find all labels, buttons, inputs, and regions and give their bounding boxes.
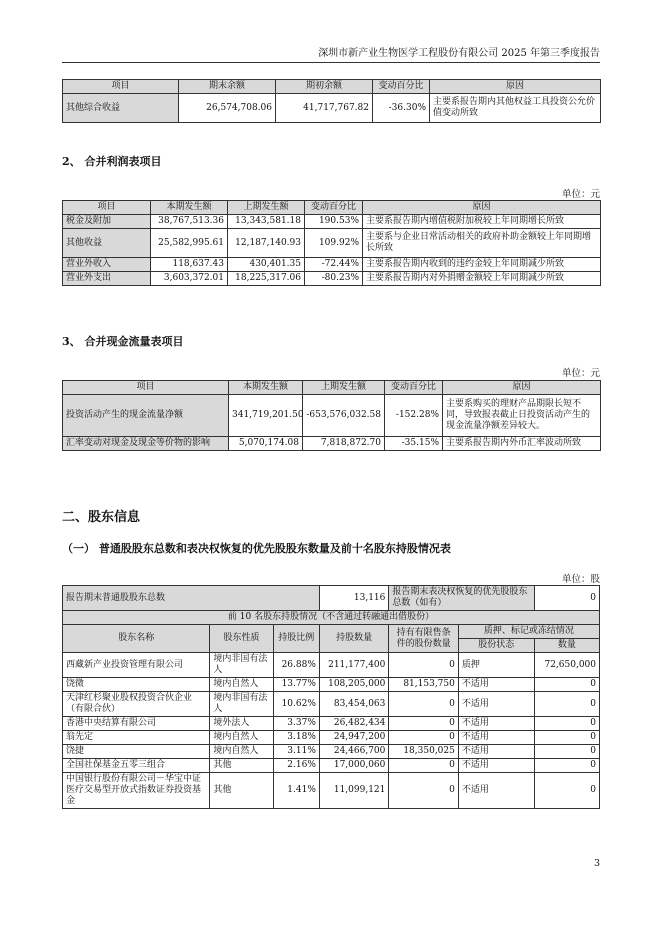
preferred-holders-label: 报告期末表决权恢复的优先股股东总数（如有） <box>389 586 534 611</box>
table-row <box>63 215 601 229</box>
row-value-prior: 13,343,581.18 <box>228 215 305 229</box>
holder-status: 不适用 <box>458 759 534 773</box>
table-header-row <box>63 201 601 215</box>
preferred-holders-value: 0 <box>534 586 599 611</box>
holder-count: 0 <box>534 773 599 809</box>
balance-sheet-table <box>62 79 601 123</box>
row-value-current: 25,582,995.61 <box>151 229 228 258</box>
holder-type: 其他 <box>210 773 273 809</box>
holder-count: 0 <box>534 678 599 692</box>
row-change-pct: 190.53% <box>305 215 363 229</box>
holder-qty: 83,454,063 <box>319 692 388 717</box>
row-item: 营业外收入 <box>63 258 151 272</box>
holder-qty: 211,177,400 <box>319 653 388 678</box>
row-change-pct: 109.92% <box>305 229 363 258</box>
col-header: 项目 <box>63 201 151 215</box>
holder-limited: 18,350,025 <box>389 745 458 759</box>
col-header-limited: 持有有限售条件的股份数量 <box>389 625 458 653</box>
table-row <box>63 731 600 745</box>
holder-status: 不适用 <box>458 745 534 759</box>
col-header: 期初余额 <box>276 80 373 94</box>
holder-qty: 24,947,200 <box>319 731 388 745</box>
col-header: 变动百分比 <box>305 201 363 215</box>
unit-label: 单位：元 <box>561 368 600 379</box>
holder-ratio: 13.77% <box>273 678 319 692</box>
row-change-pct: -152.28% <box>385 395 443 437</box>
row-value-current: 3,603,372.01 <box>151 272 228 286</box>
holder-status: 不适用 <box>458 678 534 692</box>
section-shareholder-title: 二、股东信息 <box>62 510 141 525</box>
holder-name: 西藏新产业投资管理有限公司 <box>63 653 210 678</box>
top10-caption: 前 10 名股东持股情况（不含通过转融通出借股份） <box>63 611 600 625</box>
row-value-current: 38,767,513.36 <box>151 215 228 229</box>
holder-ratio: 2.16% <box>273 759 319 773</box>
col-header-ratio: 持股比例 <box>273 625 319 653</box>
col-header: 变动百分比 <box>373 80 430 94</box>
shareholder-table <box>62 585 600 809</box>
col-header: 原因 <box>430 80 601 94</box>
row-reason: 主要系购买的理财产品期限长短不同，导致报表截止日投资活动产生的现金流量净额差异较大。 <box>443 395 601 437</box>
table-row <box>63 229 601 258</box>
holder-type: 境内自然人 <box>210 731 273 745</box>
section-income-title: 2、 合并利润表项目 <box>62 155 162 168</box>
col-header: 原因 <box>443 381 601 395</box>
table-header-row <box>63 625 600 639</box>
holder-name: 香港中央结算有限公司 <box>63 717 210 731</box>
cashflow-table <box>62 380 601 451</box>
row-reason: 主要系报告期内其他权益工具投资公允价值变动所致 <box>430 94 601 123</box>
holder-count: 0 <box>534 692 599 717</box>
row-change-pct: -36.30% <box>373 94 430 123</box>
col-header: 项目 <box>63 381 229 395</box>
row-reason: 主要系报告期内对外捐赠金额较上年同期减少所致 <box>363 272 601 286</box>
holder-limited: 0 <box>389 731 458 745</box>
summary-row <box>63 586 600 611</box>
col-header: 项目 <box>63 80 179 94</box>
page-header: 深圳市新产业生物医学工程股份有限公司 2025 年第三季度报告 <box>318 48 600 59</box>
holder-type: 境内自然人 <box>210 745 273 759</box>
holder-status: 不适用 <box>458 692 534 717</box>
col-header: 上期发生额 <box>228 201 305 215</box>
table-row <box>63 272 601 286</box>
holder-limited: 0 <box>389 759 458 773</box>
holder-count: 0 <box>534 731 599 745</box>
row-value-prior: 7,818,872.70 <box>303 437 385 451</box>
holder-qty: 17,000,060 <box>319 759 388 773</box>
header-divider <box>62 62 600 63</box>
row-value-prior: 430,401.35 <box>228 258 305 272</box>
holder-limited: 0 <box>389 692 458 717</box>
row-item: 营业外支出 <box>63 272 151 286</box>
holder-type: 其他 <box>210 759 273 773</box>
table-row <box>63 395 601 437</box>
holder-type: 境外法人 <box>210 717 273 731</box>
holder-count: 0 <box>534 717 599 731</box>
holder-limited: 0 <box>389 653 458 678</box>
holder-name: 饶捷 <box>63 745 210 759</box>
row-reason: 主要系报告期内收到的违约金较上年同期减少所致 <box>363 258 601 272</box>
holder-count: 0 <box>534 745 599 759</box>
row-change-pct: -72.44% <box>305 258 363 272</box>
holder-name: 天津红杉聚业股权投资合伙企业（有限合伙） <box>63 692 210 717</box>
col-header: 上期发生额 <box>303 381 385 395</box>
income-statement-table <box>62 200 601 286</box>
table-row <box>63 678 600 692</box>
holder-type: 境内非国有法人 <box>210 653 273 678</box>
holder-qty: 108,205,000 <box>319 678 388 692</box>
table-row <box>63 773 600 809</box>
holder-status: 不适用 <box>458 731 534 745</box>
row-value-current: 341,719,201.50 <box>229 395 303 437</box>
page-number: 3 <box>593 858 600 869</box>
holder-name: 饶微 <box>63 678 210 692</box>
row-value-prior: -653,576,032.58 <box>303 395 385 437</box>
holder-limited: 81,153,750 <box>389 678 458 692</box>
holder-type: 境内自然人 <box>210 678 273 692</box>
holder-name: 全国社保基金五零三组合 <box>63 759 210 773</box>
col-header-count: 数量 <box>534 639 599 653</box>
total-holders-label: 报告期末普通股股东总数 <box>63 586 320 611</box>
row-value-end: 26,574,708.06 <box>179 94 276 123</box>
holder-ratio: 26.88% <box>273 653 319 678</box>
table-row <box>63 692 600 717</box>
holder-qty: 26,482,434 <box>319 717 388 731</box>
table-row <box>63 745 600 759</box>
row-item: 税金及附加 <box>63 215 151 229</box>
holder-status: 不适用 <box>458 773 534 809</box>
row-reason: 主要系报告期内增值税附加税较上年同期增长所致 <box>363 215 601 229</box>
holder-qty: 24,466,700 <box>319 745 388 759</box>
holder-name: 中国银行股份有限公司－华宝中证医疗交易型开放式指数证券投资基金 <box>63 773 210 809</box>
col-header: 原因 <box>363 201 601 215</box>
holder-name: 翁先定 <box>63 731 210 745</box>
row-reason: 主要系报告期内外币汇率波动所致 <box>443 437 601 451</box>
col-header-status: 股份状态 <box>458 639 534 653</box>
total-holders-value: 13,116 <box>319 586 388 611</box>
table-header-row <box>63 381 601 395</box>
row-value-current: 118,637.43 <box>151 258 228 272</box>
holder-count: 0 <box>534 759 599 773</box>
col-header: 期末余额 <box>179 80 276 94</box>
holder-status: 不适用 <box>458 717 534 731</box>
holder-qty: 11,099,121 <box>319 773 388 809</box>
holder-type: 境内非国有法人 <box>210 692 273 717</box>
section-cashflow-title: 3、 合并现金流量表项目 <box>62 335 184 348</box>
table-row <box>63 653 600 678</box>
holder-ratio: 3.37% <box>273 717 319 731</box>
table-row <box>63 94 601 123</box>
unit-label: 单位：股 <box>561 574 600 585</box>
row-item: 其他综合收益 <box>63 94 179 123</box>
holder-status: 质押 <box>458 653 534 678</box>
row-change-pct: -80.23% <box>305 272 363 286</box>
col-header: 本期发生额 <box>151 201 228 215</box>
col-header-name: 股东名称 <box>63 625 210 653</box>
row-value-current: 5,070,174.08 <box>229 437 303 451</box>
holder-ratio: 3.18% <box>273 731 319 745</box>
table-row <box>63 759 600 773</box>
col-header-pledge: 质押、标记或冻结情况 <box>458 625 599 639</box>
holder-limited: 0 <box>389 773 458 809</box>
row-value-prior: 18,225,317.06 <box>228 272 305 286</box>
table-header-row <box>63 80 601 94</box>
col-header: 本期发生额 <box>229 381 303 395</box>
holder-ratio: 3.11% <box>273 745 319 759</box>
row-change-pct: -35.15% <box>385 437 443 451</box>
row-value-begin: 41,717,767.82 <box>276 94 373 123</box>
subsection-shareholder-title: （一） 普通股股东总数和表决权恢复的优先股股东数量及前十名股东持股情况表 <box>62 542 451 555</box>
col-header-type: 股东性质 <box>210 625 273 653</box>
holder-limited: 0 <box>389 717 458 731</box>
top10-caption-row <box>63 611 600 625</box>
table-row <box>63 437 601 451</box>
row-item: 投资活动产生的现金流量净额 <box>63 395 229 437</box>
row-value-prior: 12,187,140.93 <box>228 229 305 258</box>
unit-label: 单位：元 <box>561 189 600 200</box>
row-item: 其他收益 <box>63 229 151 258</box>
row-reason: 主要系与企业日常活动相关的政府补助金额较上年同期增长所致 <box>363 229 601 258</box>
col-header-qty: 持股数量 <box>319 625 388 653</box>
holder-ratio: 10.62% <box>273 692 319 717</box>
row-item: 汇率变动对现金及现金等价物的影响 <box>63 437 229 451</box>
table-row <box>63 717 600 731</box>
holder-ratio: 1.41% <box>273 773 319 809</box>
table-row <box>63 258 601 272</box>
holder-count: 72,650,000 <box>534 653 599 678</box>
col-header: 变动百分比 <box>385 381 443 395</box>
